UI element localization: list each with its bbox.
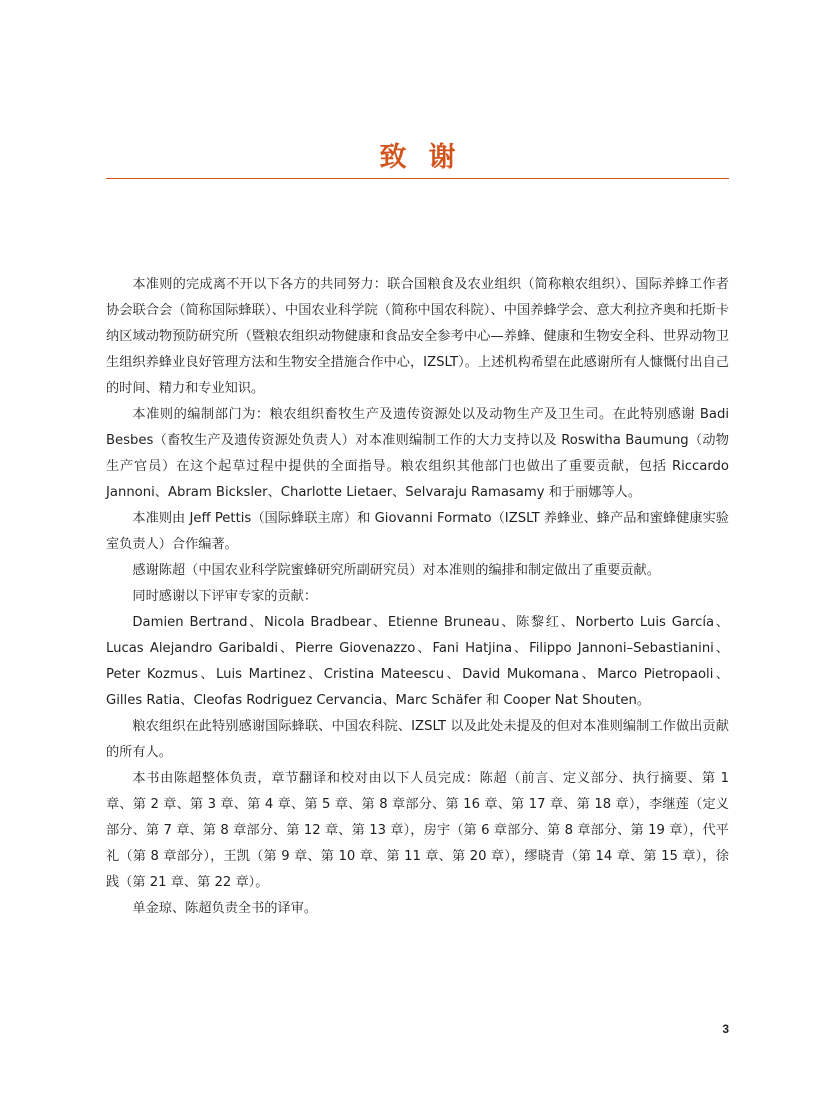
paragraph-reviewers-intro: 同时感谢以下评审专家的贡献： (132, 589, 318, 604)
paragraph-institutions: 本准则的完成离不开以下各方的共同努力：联合国粮食及农业组织（简称粮农组织）、国际养蜂工作者协会联合会（简称国际蜂联）、中国农业科学院（简称中国农科院）、中国养蜂学会、意大利拉齐奥和托斯卡纳区域动物预防研究所（暨粮农组织动物健康和食品安全参考中心—养蜂、健康和生物安全科、世界动物卫生组织养蜂业良好管理方法和生物安全措施合作中心，IZSLT）。上述机构希望在此感谢所有人慷慨付出自己的时间、精力和专业知识。 (106, 277, 729, 396)
page-number: 3 (722, 1022, 729, 1036)
paragraph-review: 单金琼、陈超负责全书的译审。 (132, 901, 318, 916)
paragraph-reviewers-list: Damien Bertrand、Nicola Bradbear、Etienne Bruneau、陈黎红、Norberto Luis García、Lucas Alejandro Garibaldi、Pierre Giovenazzo、Fani Hatjina、Filippo Jannoni–Sebastianini、Peter Kozmus、Luis Martinez、Cristina Mateescu、David Mukomana、Marco Pietropaoli、Gilles Ratia、Cleofas Rodriguez Cervancia、Marc Schäfer 和 Cooper Nat Shouten。 (106, 615, 729, 708)
page-title: 致谢 (379, 142, 478, 173)
paragraph-special-thanks: 粮农组织在此特别感谢国际蜂联、中国农科院、IZSLT 以及此处未提及的但对本准则编制工作做出贡献的所有人。 (106, 719, 729, 760)
paragraph-contributor: 感谢陈超（中国农业科学院蜜蜂研究所副研究员）对本准则的编排和制定做出了重要贡献。 (132, 563, 660, 578)
title-divider (106, 178, 729, 179)
paragraph-departments: 本准则的编制部门为：粮农组织畜牧生产及遗传资源处以及动物生产及卫生司。在此特别感谢 Badi Besbes（畜牧生产及遗传资源处负责人）对本准则编制工作的大力支持以及 Roswitha Baumung（动物生产官员）在这个起草过程中提供的全面指导。粮农组织其他部门也做出了重要贡献，包括 Riccardo Jannoni、Abram Bicksler、Charlotte Lietaer、Selvaraju Ramasamy 和于丽娜等人。 (106, 407, 729, 500)
acknowledgements-body (106, 272, 729, 922)
paragraph-translation: 本书由陈超整体负责，章节翻译和校对由以下人员完成：陈超（前言、定义部分、执行摘要、第 1 章、第 2 章、第 3 章、第 4 章、第 5 章、第 8 章部分、第 16 章、第 17 章、第 18 章），李继莲（定义部分、第 7 章、第 8 章部分、第 12 章、第 13 章），房宇（第 6 章部分、第 8 章部分、第 19 章），代平礼（第 8 章部分），王凯（第 9 章、第 10 章、第 11 章、第 20 章），缪晓青（第 14 章、第 15 章），徐践（第 21 章、第 22 章）。 (106, 771, 729, 890)
paragraph-authors: 本准则由 Jeff Pettis（国际蜂联主席）和 Giovanni Formato（IZSLT 养蜂业、蜂产品和蜜蜂健康实验室负责人）合作编著。 (106, 511, 729, 552)
